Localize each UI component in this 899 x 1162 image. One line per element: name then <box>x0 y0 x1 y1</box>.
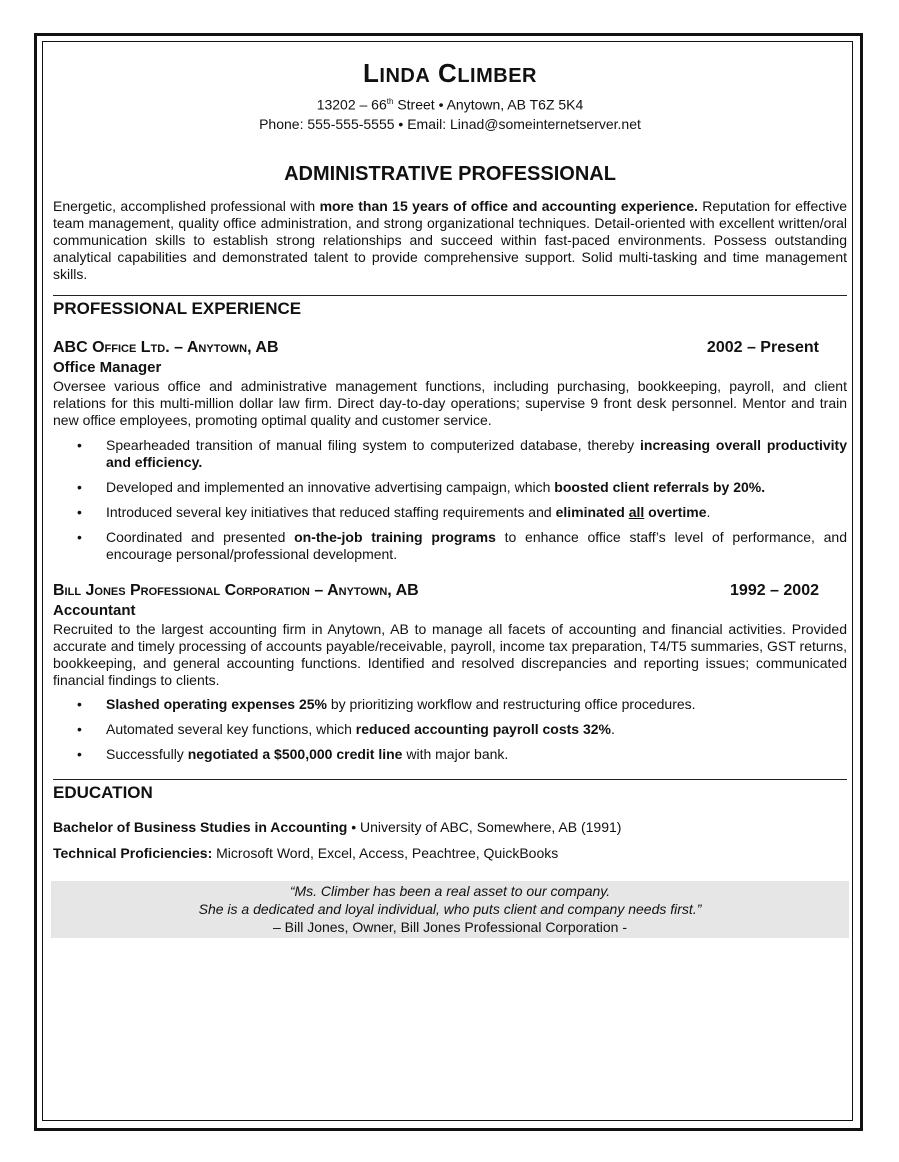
divider <box>53 295 847 296</box>
job-header <box>53 581 847 601</box>
list-item: • Spearheaded transition of manual filing system to computerized database, thereby increasing overall productivity and efficiency. <box>77 436 847 470</box>
list-item: • Slashed operating expenses 25% by prioritizing workflow and restructuring office procedures. <box>77 695 696 712</box>
resume-name: LINDA CLIMBER <box>363 58 537 88</box>
testimonial-attribution: – Bill Jones, Owner, Bill Jones Professional Corporation - <box>272 918 628 935</box>
job-role: Office Manager <box>53 358 162 376</box>
list-item: • Coordinated and presented on-the-job training programs to enhance office staff’s level of performance, and encourage personal/professional development. <box>77 528 847 562</box>
experience-heading: PROFESSIONAL EXPERIENCE <box>53 298 302 318</box>
job-company: Bill Jones Professional Corporation – Anytown, AB <box>53 581 419 599</box>
resume-page <box>53 53 847 938</box>
job-header <box>53 338 847 358</box>
job-dates: 2002 – Present <box>706 338 819 356</box>
bullet-icon: • <box>77 503 82 520</box>
resume-title: ADMINISTRATIVE PROFESSIONAL <box>284 162 616 185</box>
job-description: Oversee various office and administrative management functions, including purchasing, bookkeeping, payroll, and client relations for this multi-million dollar law firm. Direct day-to-day operations; supervise 9 front desk personnel. Mentor and train new office employees, promoting optimal quality and customer service. <box>53 377 847 428</box>
testimonial-line: “Ms. Climber has been a real asset to our company. <box>289 882 611 899</box>
address-line: 13202 – 66th Street • Anytown, AB T6Z 5K4 <box>316 96 584 113</box>
job-achievements <box>53 437 847 563</box>
summary-paragraph: Energetic, accomplished professional with more than 15 years of office and accounting experience. Reputation for effective team management, quality office administration, and strong organizational techniques. Detail-oriented with excellent written/oral communication skills to establish strong relationships and succeed within fast-paced environments. Possess outstanding analytical capabilities and demonstrated talent to provide comprehensive support. Solid multi-tasking and time management skills. <box>53 197 848 282</box>
list-item: • Developed and implemented an innovative advertising campaign, which boosted client referrals by 20%. <box>77 478 766 495</box>
list-item: • Automated several key functions, which reduced accounting payroll costs 32%. <box>77 720 615 737</box>
bullet-icon: • <box>77 720 82 737</box>
job-dates: 1992 – 2002 <box>730 581 819 599</box>
job-company: ABC Office Ltd. – Anytown, AB <box>53 338 279 356</box>
testimonial-line: She is a dedicated and loyal individual, who puts client and company needs first.” <box>198 900 702 917</box>
job-achievements <box>53 696 847 763</box>
list-item: • Successfully negotiated a $500,000 credit line with major bank. <box>77 745 509 762</box>
technical-proficiencies: Technical Proficiencies: Microsoft Word, Excel, Access, Peachtree, QuickBooks <box>53 844 559 861</box>
job-role: Accountant <box>53 601 136 619</box>
divider <box>53 779 847 780</box>
testimonial-box <box>51 881 849 938</box>
phone-email-line: Phone: 555-555-5555 • Email: Linad@someinternetserver.net <box>259 115 641 132</box>
bullet-icon: • <box>77 745 82 762</box>
bullet-icon: • <box>77 528 82 545</box>
list-item: • Introduced several key initiatives that reduced staffing requirements and eliminated all overtime. <box>77 503 711 520</box>
job-description: Recruited to the largest accounting firm in Anytown, AB to manage all facets of accounting and financial activities. Provided accurate and timely processing of accounts payable/receivable, payroll, income tax preparation, T4/T5 summaries, GST returns, bookkeeping, and general accounting functions. Identified and resolved discrepancies and reporting issues; communicated financial findings to clients. <box>53 620 847 688</box>
bullet-icon: • <box>77 478 82 495</box>
education-heading: EDUCATION <box>53 782 153 802</box>
degree-line: Bachelor of Business Studies in Accounting • University of ABC, Somewhere, AB (1991) <box>53 818 622 835</box>
bullet-icon: • <box>77 436 82 453</box>
bullet-icon: • <box>77 695 82 712</box>
